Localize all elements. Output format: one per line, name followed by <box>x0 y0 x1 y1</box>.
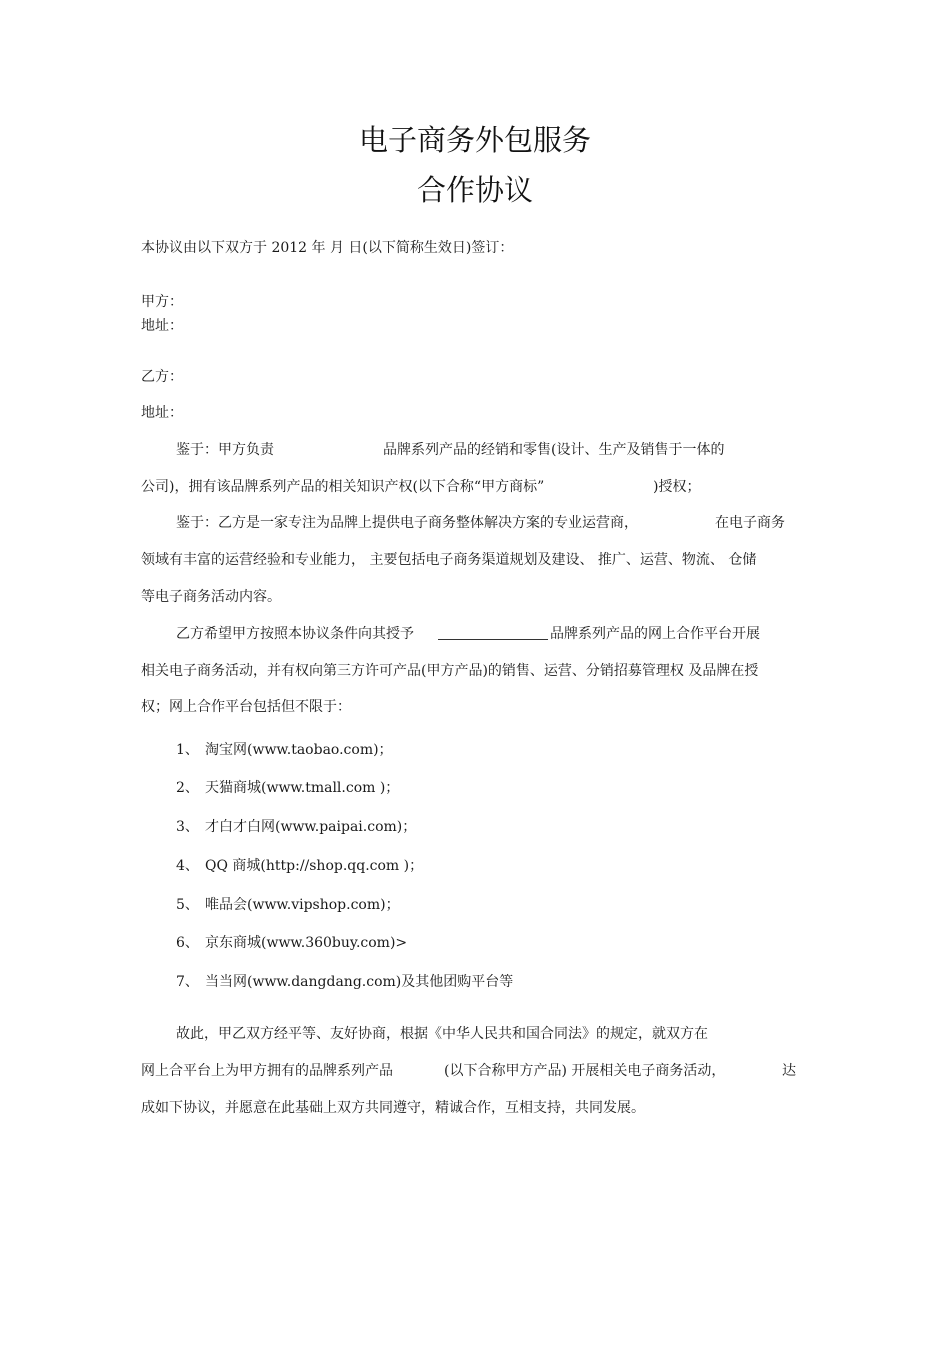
platform-item-text: 唯品会(www.vipshop.com)； <box>205 897 400 913</box>
platform-item-text: 天猫商城(www.tmall.com )； <box>205 780 400 796</box>
platform-item-text: 淘宝网(www.taobao.com)； <box>205 742 393 758</box>
grant-line1-part2: 品牌系列产品的网上合作平台开展 <box>550 626 760 642</box>
platform-item-number: 7、 <box>176 974 199 990</box>
document-title-line1: 电子商务外包服务 <box>358 123 591 157</box>
grant-blank-field <box>438 627 548 640</box>
grant-line2: 相关电子商务活动，并有权向第三方许可产品(甲方产品)的销售、运营、分销招募管理权 及品牌在授 <box>141 663 759 679</box>
platform-item-number: 4、 <box>176 858 199 874</box>
party-b-address-label: 地址： <box>141 405 183 421</box>
conclusion-line3: 成如下协议，并愿意在此基础上双方共同遵守，精诚合作，互相支持，共同发展。 <box>141 1100 645 1116</box>
platform-item-number: 2、 <box>176 780 199 796</box>
whereas2-line1-part1: 鉴于：乙方是一家专注为品牌上提供电子商务整体解决方案的专业运营商， <box>176 515 638 531</box>
document-title-line2: 合作协议 <box>416 173 533 207</box>
conclusion-line2-part2: (以下合称甲方产品) 开展相关电子商务活动， <box>444 1063 726 1079</box>
party-b-label: 乙方： <box>141 369 183 385</box>
platform-item-text: 当当网(www.dangdang.com)及其他团购平台等 <box>205 974 514 990</box>
party-a-address-label: 地址： <box>141 318 183 334</box>
platform-item-number: 6、 <box>176 935 199 951</box>
platform-item-number: 5、 <box>176 897 199 913</box>
platform-item-number: 1、 <box>176 742 199 758</box>
whereas1-line1-part1: 鉴于：甲方负责 <box>176 442 274 458</box>
intro-paragraph: 本协议由以下双方于 2012 年 月 日(以下简称生效日)签订： <box>141 240 514 256</box>
conclusion-line1: 故此，甲乙双方经平等、友好协商，根据《中华人民共和国合同法》的规定，就双方在 <box>176 1026 708 1042</box>
grant-line1-part1: 乙方希望甲方按照本协议条件向其授予 <box>176 626 414 642</box>
whereas1-line1-part2: 品牌系列产品的经销和零售(设计、生产及销售于一体的 <box>383 442 725 458</box>
party-a-label: 甲方： <box>141 294 183 310</box>
grant-line3: 权；网上合作平台包括但不限于： <box>141 699 351 715</box>
conclusion-line2-part1: 网上合平台上为甲方拥有的品牌系列产品 <box>141 1063 393 1079</box>
platform-item-text: QQ 商城(http://shop.qq.com )； <box>205 858 424 874</box>
platform-item-text: 才白才白网(www.paipai.com)； <box>205 819 417 835</box>
whereas2-line2: 领域有丰富的运营经验和专业能力， 主要包括电子商务渠道规划及建设、 推广、运营、物流、 仓储 <box>141 552 757 568</box>
whereas2-line3: 等电子商务活动内容。 <box>141 589 281 605</box>
whereas1-line2-part2: )授权； <box>653 479 701 495</box>
conclusion-line2-part3: 达 <box>782 1063 796 1079</box>
platform-item-text: 京东商城(www.360buy.com)> <box>205 935 408 951</box>
whereas1-line2-part1: 公司)，拥有该品牌系列产品的相关知识产权(以下合称“甲方商标” <box>141 479 545 495</box>
platform-item-number: 3、 <box>176 819 199 835</box>
whereas2-line1-part2: 在电子商务 <box>715 515 785 531</box>
